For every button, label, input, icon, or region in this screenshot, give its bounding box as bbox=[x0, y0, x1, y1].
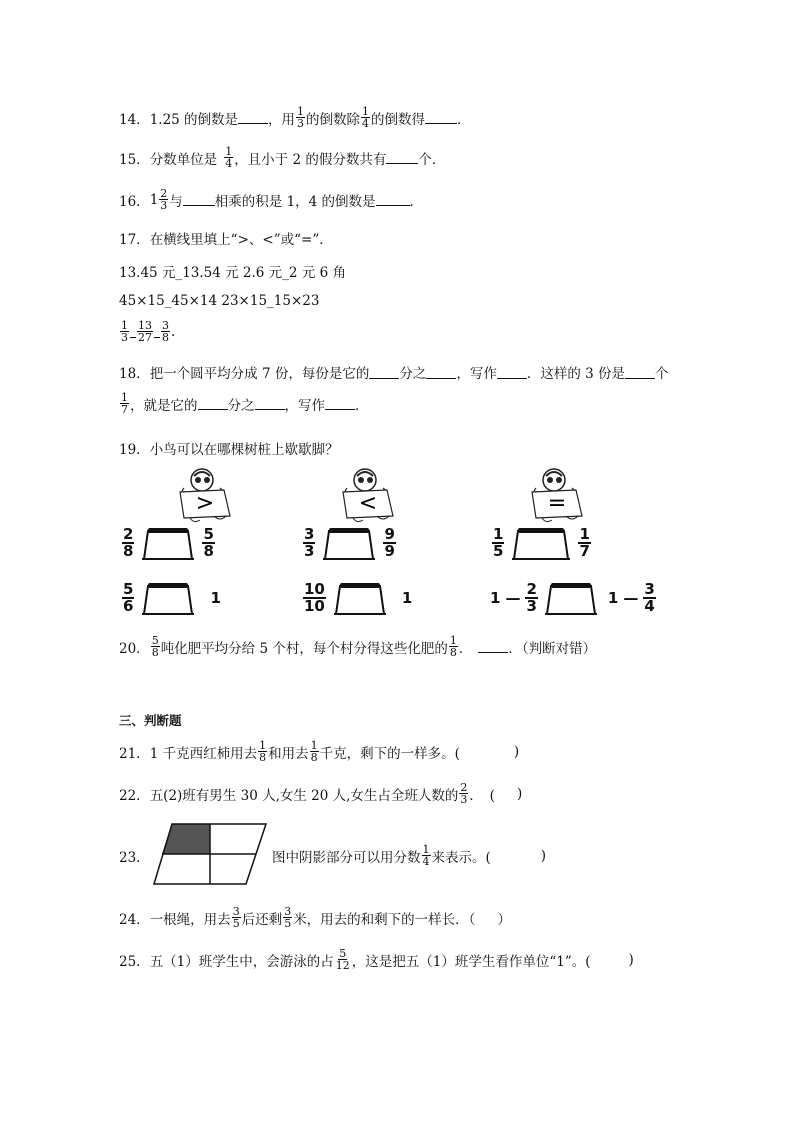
question-16: 16． 1 $\frac{2}{3}$ 与 相乘的积是 1，4 的倒数是 ． bbox=[119, 187, 424, 212]
bird-equal-icon bbox=[522, 466, 592, 528]
fraction: $\frac{1}{8}$ bbox=[449, 634, 457, 659]
question-number: 14． bbox=[119, 111, 150, 128]
parallelogram-figure bbox=[152, 822, 268, 886]
fraction: $\frac{1}{4}$ bbox=[225, 145, 233, 170]
question-number: 21． bbox=[119, 745, 150, 762]
fraction: $\frac{13}{27}$ bbox=[138, 319, 152, 344]
question-number: 15． bbox=[119, 151, 150, 168]
fraction: $\frac{5}{8}$ bbox=[151, 634, 159, 659]
question-18-cont: $\frac{1}{7}$ ，就是它的 分之 ，写作 ． bbox=[121, 391, 369, 416]
question-number: 23． bbox=[119, 850, 150, 866]
answer-blank[interactable] bbox=[255, 397, 285, 410]
question-15: 15． 分数单位是 $\frac{1}{4}$ ，且小于 2 的假分数共有 个． bbox=[119, 145, 446, 170]
answer-blank[interactable] bbox=[238, 111, 268, 124]
answer-blank[interactable] bbox=[426, 366, 456, 379]
fraction: $\frac{1}{7}$ bbox=[121, 391, 128, 416]
stump-item: 1 5 1 7 bbox=[493, 525, 590, 560]
stump-icon[interactable] bbox=[332, 580, 388, 616]
fraction: $\frac{1}{4}$ bbox=[362, 105, 370, 130]
question-number: 24． bbox=[119, 911, 150, 928]
question-23-number bbox=[119, 846, 150, 866]
answer-blank[interactable] bbox=[497, 366, 527, 379]
stump-icon[interactable] bbox=[543, 580, 599, 616]
answer-blank[interactable] bbox=[478, 640, 508, 653]
question-22: 22． 五(2)班有男生 30 人,女生 20 人,女生占全班人数的 $\frac{2}{3}$ ． ( ) bbox=[119, 781, 523, 806]
question-19: 19． 小鸟可以在哪棵树桩上歇歇脚？ bbox=[119, 438, 339, 458]
fraction: $\frac{1}{8}$ bbox=[310, 739, 318, 764]
svg-text:<: < bbox=[358, 491, 378, 516]
answer-blank[interactable] bbox=[386, 151, 418, 164]
stump-item: 10 10 1 bbox=[304, 580, 413, 615]
bird-less-icon bbox=[333, 466, 403, 528]
question-number: 16． bbox=[119, 193, 150, 210]
question-17: 17． 在横线里填上“>、<”或“=”． bbox=[119, 228, 333, 248]
question-number: 17． bbox=[119, 232, 150, 248]
bird-greater-icon bbox=[170, 466, 240, 528]
fraction: $\frac{3}{5}$ bbox=[232, 905, 240, 930]
question-14: 14． 1.25 的倒数是 ，用 $\frac{1}{3}$ 的倒数除 $\frac{1}{4}$ 的倒数得 ． bbox=[119, 105, 471, 130]
answer-blank[interactable] bbox=[369, 366, 399, 379]
stump-item: 3 3 9 9 bbox=[304, 525, 395, 560]
answer-blank[interactable] bbox=[198, 397, 228, 410]
section-heading: 三、判断题 bbox=[119, 713, 182, 728]
svg-text:=: = bbox=[547, 491, 567, 516]
answer-blank[interactable] bbox=[183, 193, 215, 206]
stump-icon[interactable] bbox=[510, 525, 572, 561]
answer-blank[interactable] bbox=[325, 397, 355, 410]
q17-row-1: 13.45 元_13.54 元 2.6 元_2 元 6 角 bbox=[119, 265, 346, 281]
fraction: $\frac{1}{4}$ bbox=[422, 843, 430, 868]
fraction: $\frac{1}{3}$ bbox=[121, 319, 128, 344]
question-20: 20． $\frac{5}{8}$ 吨化肥平均分给 5 个村，每个村分得这些化肥的 $\frac{1}{8}$ ． ．（判断对错） bbox=[119, 634, 597, 659]
question-number: 22． bbox=[119, 787, 150, 804]
question-24: 24． 一根绳，用去 $\frac{3}{5}$ 后还剩 $\frac{3}{5}$ 米，用去的和剩下的一样长．（ ） bbox=[119, 905, 511, 930]
question-number: 18． bbox=[119, 366, 150, 382]
stump-item: 5 6 1 bbox=[123, 580, 221, 615]
q17-row-2: 45×15_45×14 23×15_15×23 bbox=[119, 293, 320, 309]
fraction: $\frac{2}{3}$ bbox=[460, 781, 468, 806]
question-23: 图中阴影部分可以用分数 $\frac{1}{4}$ 来表示。( ) bbox=[272, 843, 547, 868]
fraction: $\frac{3}{8}$ bbox=[162, 319, 169, 344]
fraction: $\frac{5}{12}$ bbox=[335, 947, 350, 972]
mixed-number: 1 $\frac{2}{3}$ bbox=[149, 187, 168, 212]
stump-item: 1 — 2 3 1 — 3 4 bbox=[490, 580, 655, 615]
fraction: $\frac{1}{8}$ bbox=[259, 739, 267, 764]
stump-icon[interactable] bbox=[140, 580, 196, 616]
q17-row-3: $\frac{1}{3}$ $\frac{13}{27}$ $\frac{3}{8}$ . bbox=[121, 319, 176, 344]
answer-blank[interactable] bbox=[625, 366, 655, 379]
question-21: 21． 1 千克西红柿用去 $\frac{1}{8}$ 和用去 $\frac{1}{8}$ 千克，剩下的一样多。( ) bbox=[119, 739, 520, 764]
stump-icon[interactable] bbox=[140, 525, 196, 561]
fraction: $\frac{1}{3}$ bbox=[297, 105, 305, 130]
stump-item: 2 8 5 8 bbox=[123, 525, 214, 560]
question-number: 19． bbox=[119, 442, 150, 458]
answer-blank[interactable] bbox=[376, 193, 410, 206]
answer-blank[interactable] bbox=[425, 111, 457, 124]
question-number: 20． bbox=[119, 640, 150, 657]
question-number: 25． bbox=[119, 953, 150, 970]
stump-icon[interactable] bbox=[321, 525, 377, 561]
svg-text:>: > bbox=[195, 491, 215, 516]
fraction: $\frac{3}{5}$ bbox=[284, 905, 292, 930]
question-18: 18． 把一个圆平均分成 7 份，每份是它的 分之 ，写作 ．这样的 3 份是 个 bbox=[119, 362, 669, 382]
question-25: 25． 五（1）班学生中，会游泳的占 $\frac{5}{12}$ ，这是把五（1）班学生看作单位“1”。( ) bbox=[119, 947, 634, 972]
